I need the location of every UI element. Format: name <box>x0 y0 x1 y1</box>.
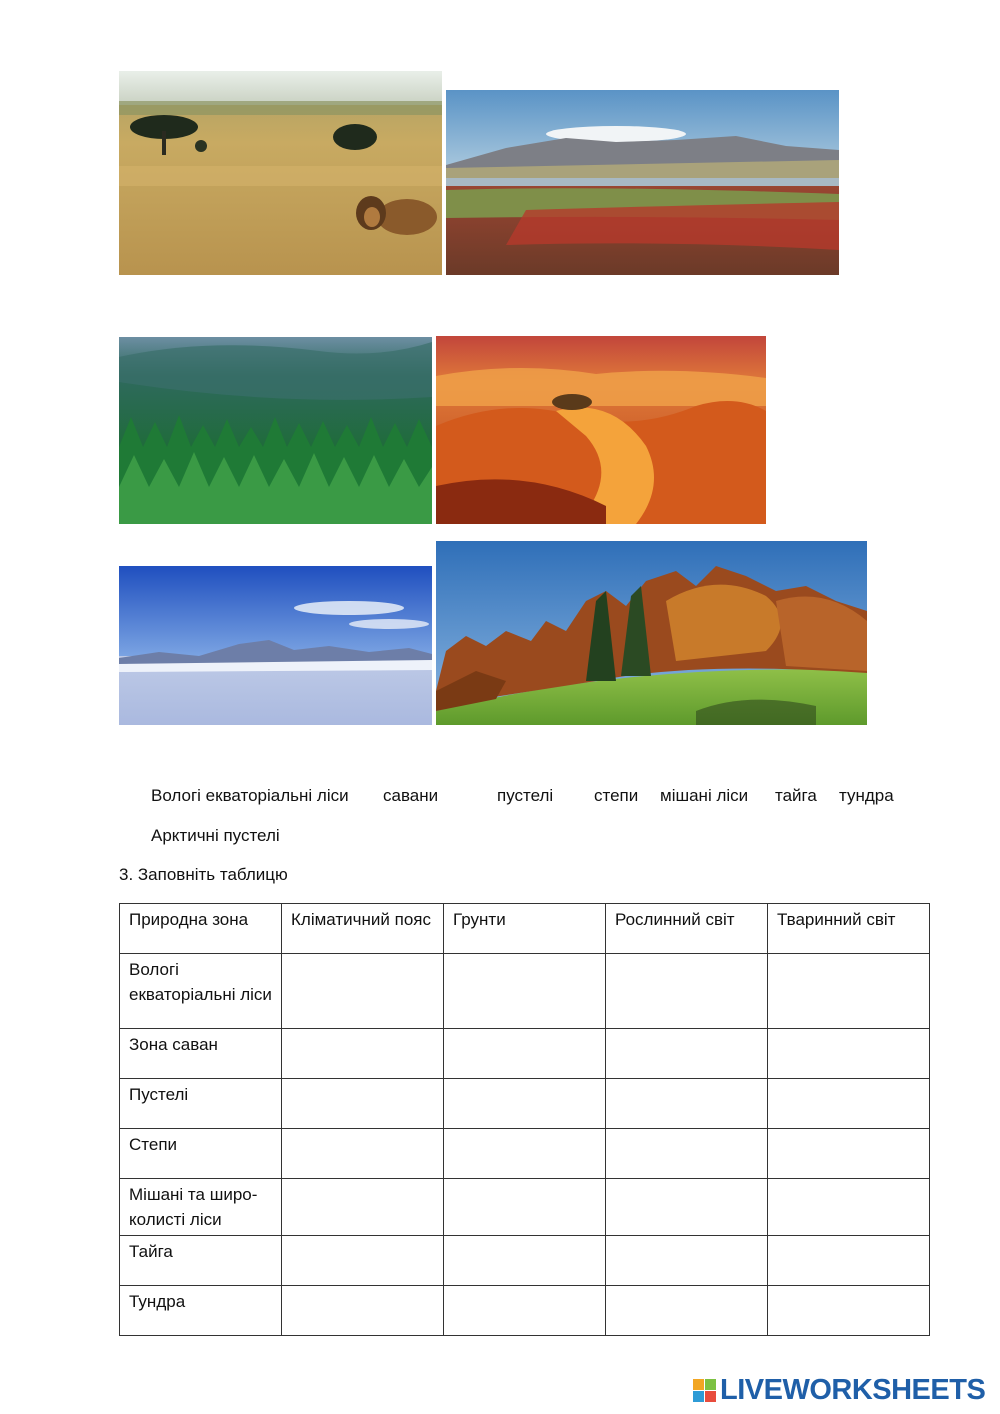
answer-cell[interactable] <box>606 1286 768 1336</box>
zone-name-cell: Пустелі <box>120 1079 282 1129</box>
answer-cell[interactable] <box>444 1286 606 1336</box>
word-bank-item: степи <box>594 786 639 805</box>
answer-cell[interactable] <box>282 1236 444 1286</box>
table-row <box>120 1079 930 1129</box>
answer-cell[interactable] <box>606 1236 768 1286</box>
logo-square <box>705 1391 716 1402</box>
word-bank-item: пустелі <box>497 786 554 805</box>
zone-name-cell: Тундра <box>120 1286 282 1336</box>
table-header: Кліматичний пояс <box>282 904 444 954</box>
answer-cell[interactable] <box>768 1286 930 1336</box>
mixed-forest-photo <box>436 541 867 725</box>
answer-cell[interactable] <box>768 1079 930 1129</box>
answer-cell[interactable] <box>606 1029 768 1079</box>
logo-square <box>705 1379 716 1390</box>
zone-name-cell: Тайга <box>120 1236 282 1286</box>
arctic-desert-photo <box>119 566 432 725</box>
answer-cell[interactable] <box>606 1129 768 1179</box>
desert-photo <box>436 336 766 524</box>
table-header: Рослинний світ <box>606 904 768 954</box>
answer-cell[interactable] <box>282 1286 444 1336</box>
logo-square <box>693 1379 704 1390</box>
table-row <box>120 1236 930 1286</box>
answer-cell[interactable] <box>768 1236 930 1286</box>
answer-cell[interactable] <box>606 954 768 1029</box>
table-row <box>120 1179 930 1236</box>
table-row <box>120 1029 930 1079</box>
table-header: Грунти <box>444 904 606 954</box>
word-bank-item: мішані ліси <box>660 786 749 805</box>
answer-cell[interactable] <box>444 954 606 1029</box>
word-bank-item: Арктичні пустелі <box>151 826 280 845</box>
word-bank-item: тундра <box>839 786 894 805</box>
zone-name-cell: Мішані та широ-колисті ліси <box>120 1179 282 1236</box>
answer-cell[interactable] <box>768 1129 930 1179</box>
table-row <box>120 954 930 1029</box>
zone-name-cell: Степи <box>120 1129 282 1179</box>
answer-cell[interactable] <box>444 1129 606 1179</box>
fill-in-table <box>119 903 930 1336</box>
answer-cell[interactable] <box>768 1029 930 1079</box>
answer-cell[interactable] <box>444 1079 606 1129</box>
answer-cell[interactable] <box>444 1236 606 1286</box>
zone-name-cell: Вологі екваторіальні ліси <box>120 954 282 1029</box>
answer-cell[interactable] <box>606 1179 768 1236</box>
answer-cell[interactable] <box>282 1029 444 1079</box>
liveworksheets-logo-icon <box>693 1379 716 1402</box>
liveworksheets-brand[interactable] <box>693 1374 985 1406</box>
task-title: 3. Заповніть таблицю <box>119 865 288 884</box>
answer-cell[interactable] <box>282 1079 444 1129</box>
word-bank <box>0 786 1000 846</box>
answer-cell[interactable] <box>444 1029 606 1079</box>
logo-square <box>693 1391 704 1402</box>
word-bank-item: тайга <box>775 786 817 805</box>
word-bank-item: Вологі екваторіальні ліси <box>151 786 349 805</box>
savanna-photo <box>119 71 442 275</box>
answer-cell[interactable] <box>282 1179 444 1236</box>
table-header: Природна зона <box>120 904 282 954</box>
table-header: Тваринний світ <box>768 904 930 954</box>
table-header-row <box>120 904 930 954</box>
table-row <box>120 1129 930 1179</box>
answer-cell[interactable] <box>444 1179 606 1236</box>
brand-name: LIVEWORKSHEETS <box>720 1373 986 1406</box>
table-row <box>120 1286 930 1336</box>
taiga-photo <box>119 337 432 524</box>
tundra-photo <box>446 90 839 275</box>
answer-cell[interactable] <box>768 954 930 1029</box>
answer-cell[interactable] <box>282 1129 444 1179</box>
zone-name-cell: Зона саван <box>120 1029 282 1079</box>
answer-cell[interactable] <box>606 1079 768 1129</box>
word-bank-item: савани <box>383 786 439 805</box>
answer-cell[interactable] <box>768 1179 930 1236</box>
answer-cell[interactable] <box>282 954 444 1029</box>
